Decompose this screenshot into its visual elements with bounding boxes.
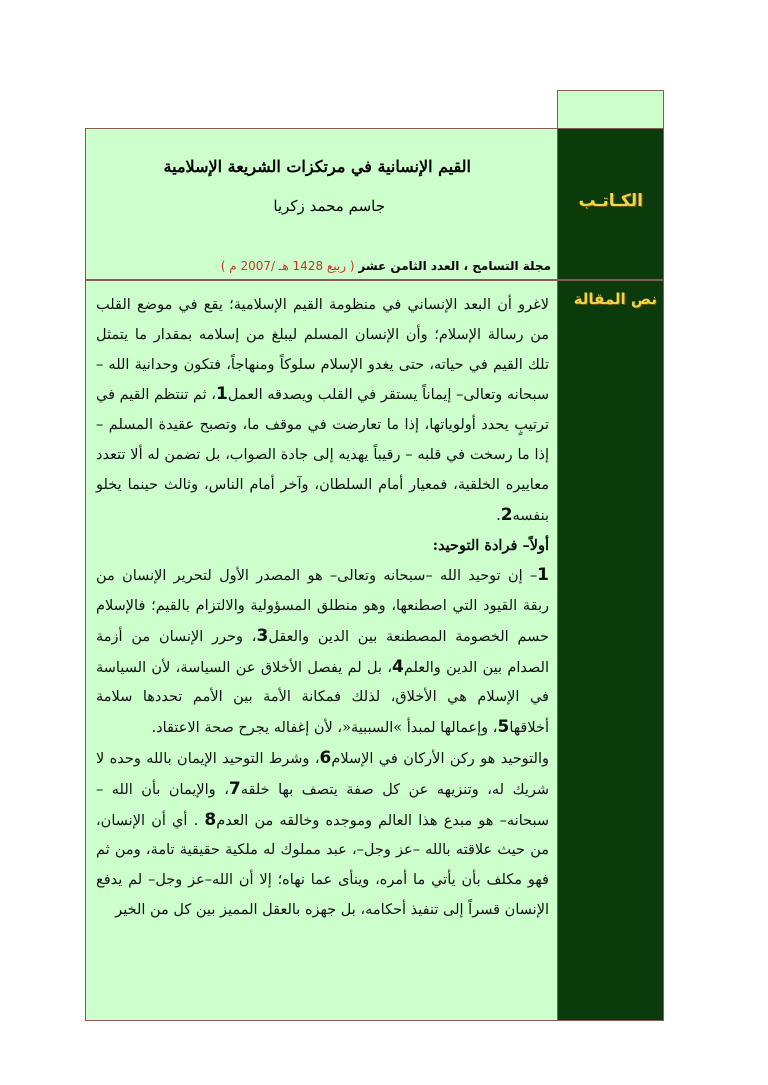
footnote-ref: 7 <box>228 778 241 799</box>
author-label-cell <box>557 128 664 280</box>
paragraph-tawhid: والتوحيد هو ركن الأركان في الإسلام6، وشرط التوحيد الإيمان بالله وحده لا شريك له، وتنزيهه عن كل صفة يتصف بها خلقه7، والإيمان بأن الله – سبحانه– هو مبدع هذا العالم وموجده وخالقه من العدم8 . أي أن الإنسان، من حيث علاقته بالله –عز وجل–، عبد مملوك له ملكية حقيقية تامة، ومن ثم فهو مكلف بأن يأتي ما أمره، وينأى عما نهاه؛ إلا أن الله–عز وجل– لم يدفع الإنسان قسراً إلى تنفيذ أحكامه، بل جهزه بالعقل المميز بين كل من الخير <box>96 747 550 918</box>
article-title: القيم الإنسانية في مرتكزات الشريعة الإسلامية <box>163 157 471 176</box>
article-header-cell <box>85 128 558 280</box>
article-label: نص المقالة <box>573 290 657 308</box>
publication-date: ( ربيع 1428 هـ /2007 م ) <box>220 259 355 273</box>
author-name: جاسم محمد زكريا <box>273 197 385 215</box>
paragraph-intro: لاغرو أن البعد الإنساني في منظومة القيم الإسلامية؛ يقع في موضع القلب من رسالة الإسلام؛ وأن الإنسان المسلم ليبلغ من إسلامه بمقدار ما يتمثل تلك القيم في حياته، حتى يغدو الإسلام سلوكاً ومنهاجاً، فتكون وحدانية الله – سبحانه وتعالى– إيماناً يستقر في القلب ويصدقه العمل1، ثم تنتظم القيم في ترتيبٍ يحدد أولوياتها، إذا ما تعارضت في موقف ما، وتصبح عقيدة المسلم – إذا ما رسخت في قلبه – رقيباً يهديه إلى جادة الصواب، بل تضمن له ألا تتعدد معاييره الخلقية، فمعيار أمام السلطان، وآخر أمام الناس، وثالث حينما يخلو بنفسه2. <box>96 297 550 525</box>
author-label: الكـاتـب <box>578 191 643 211</box>
item-number: 1 <box>537 565 549 586</box>
footnote-ref: 2 <box>500 504 513 525</box>
article-text <box>96 291 549 926</box>
section-heading: أولاً– فرادة التوحيد: <box>432 537 549 555</box>
footnote-ref: 4 <box>392 656 404 677</box>
footnote-ref: 3 <box>256 625 269 646</box>
paragraph-item-1: 1– إن توحيد الله –سبحانه وتعالى– هو المصدر الأول لتحرير الإنسان من ربقة القيود التي اصطنعها، وهو منطلق المسؤولية والالتزام بالقيم؛ فالإسلام حسم الخصومة المصطنعة بين الدين والعقل3، وحرر الإنسان من أزمة الصدام بين الدين والعلم4، بل لم يفصل الأخلاق عن السياسة، لأن السياسة في الإسلام هي الأخلاق، لذلك فمكانة الأمة بين الأمم تحددها سلامة أخلاقها5، وإعمالها لمبدأ »السببية«، لأن إغفاله يجرح صحة الاعتقاد. <box>96 565 550 738</box>
article-body-cell <box>85 280 558 1021</box>
top-header-strip <box>557 90 664 130</box>
footnote-ref: 6 <box>319 747 332 768</box>
publication-name: مجلة التسامح ، العدد الثامن عشر <box>358 259 551 273</box>
footnote-ref: 5 <box>497 717 510 738</box>
article-label-cell <box>557 280 664 1021</box>
footnote-ref: 8 <box>204 809 217 830</box>
source-line <box>221 259 551 273</box>
footnote-ref: 1 <box>215 384 228 405</box>
